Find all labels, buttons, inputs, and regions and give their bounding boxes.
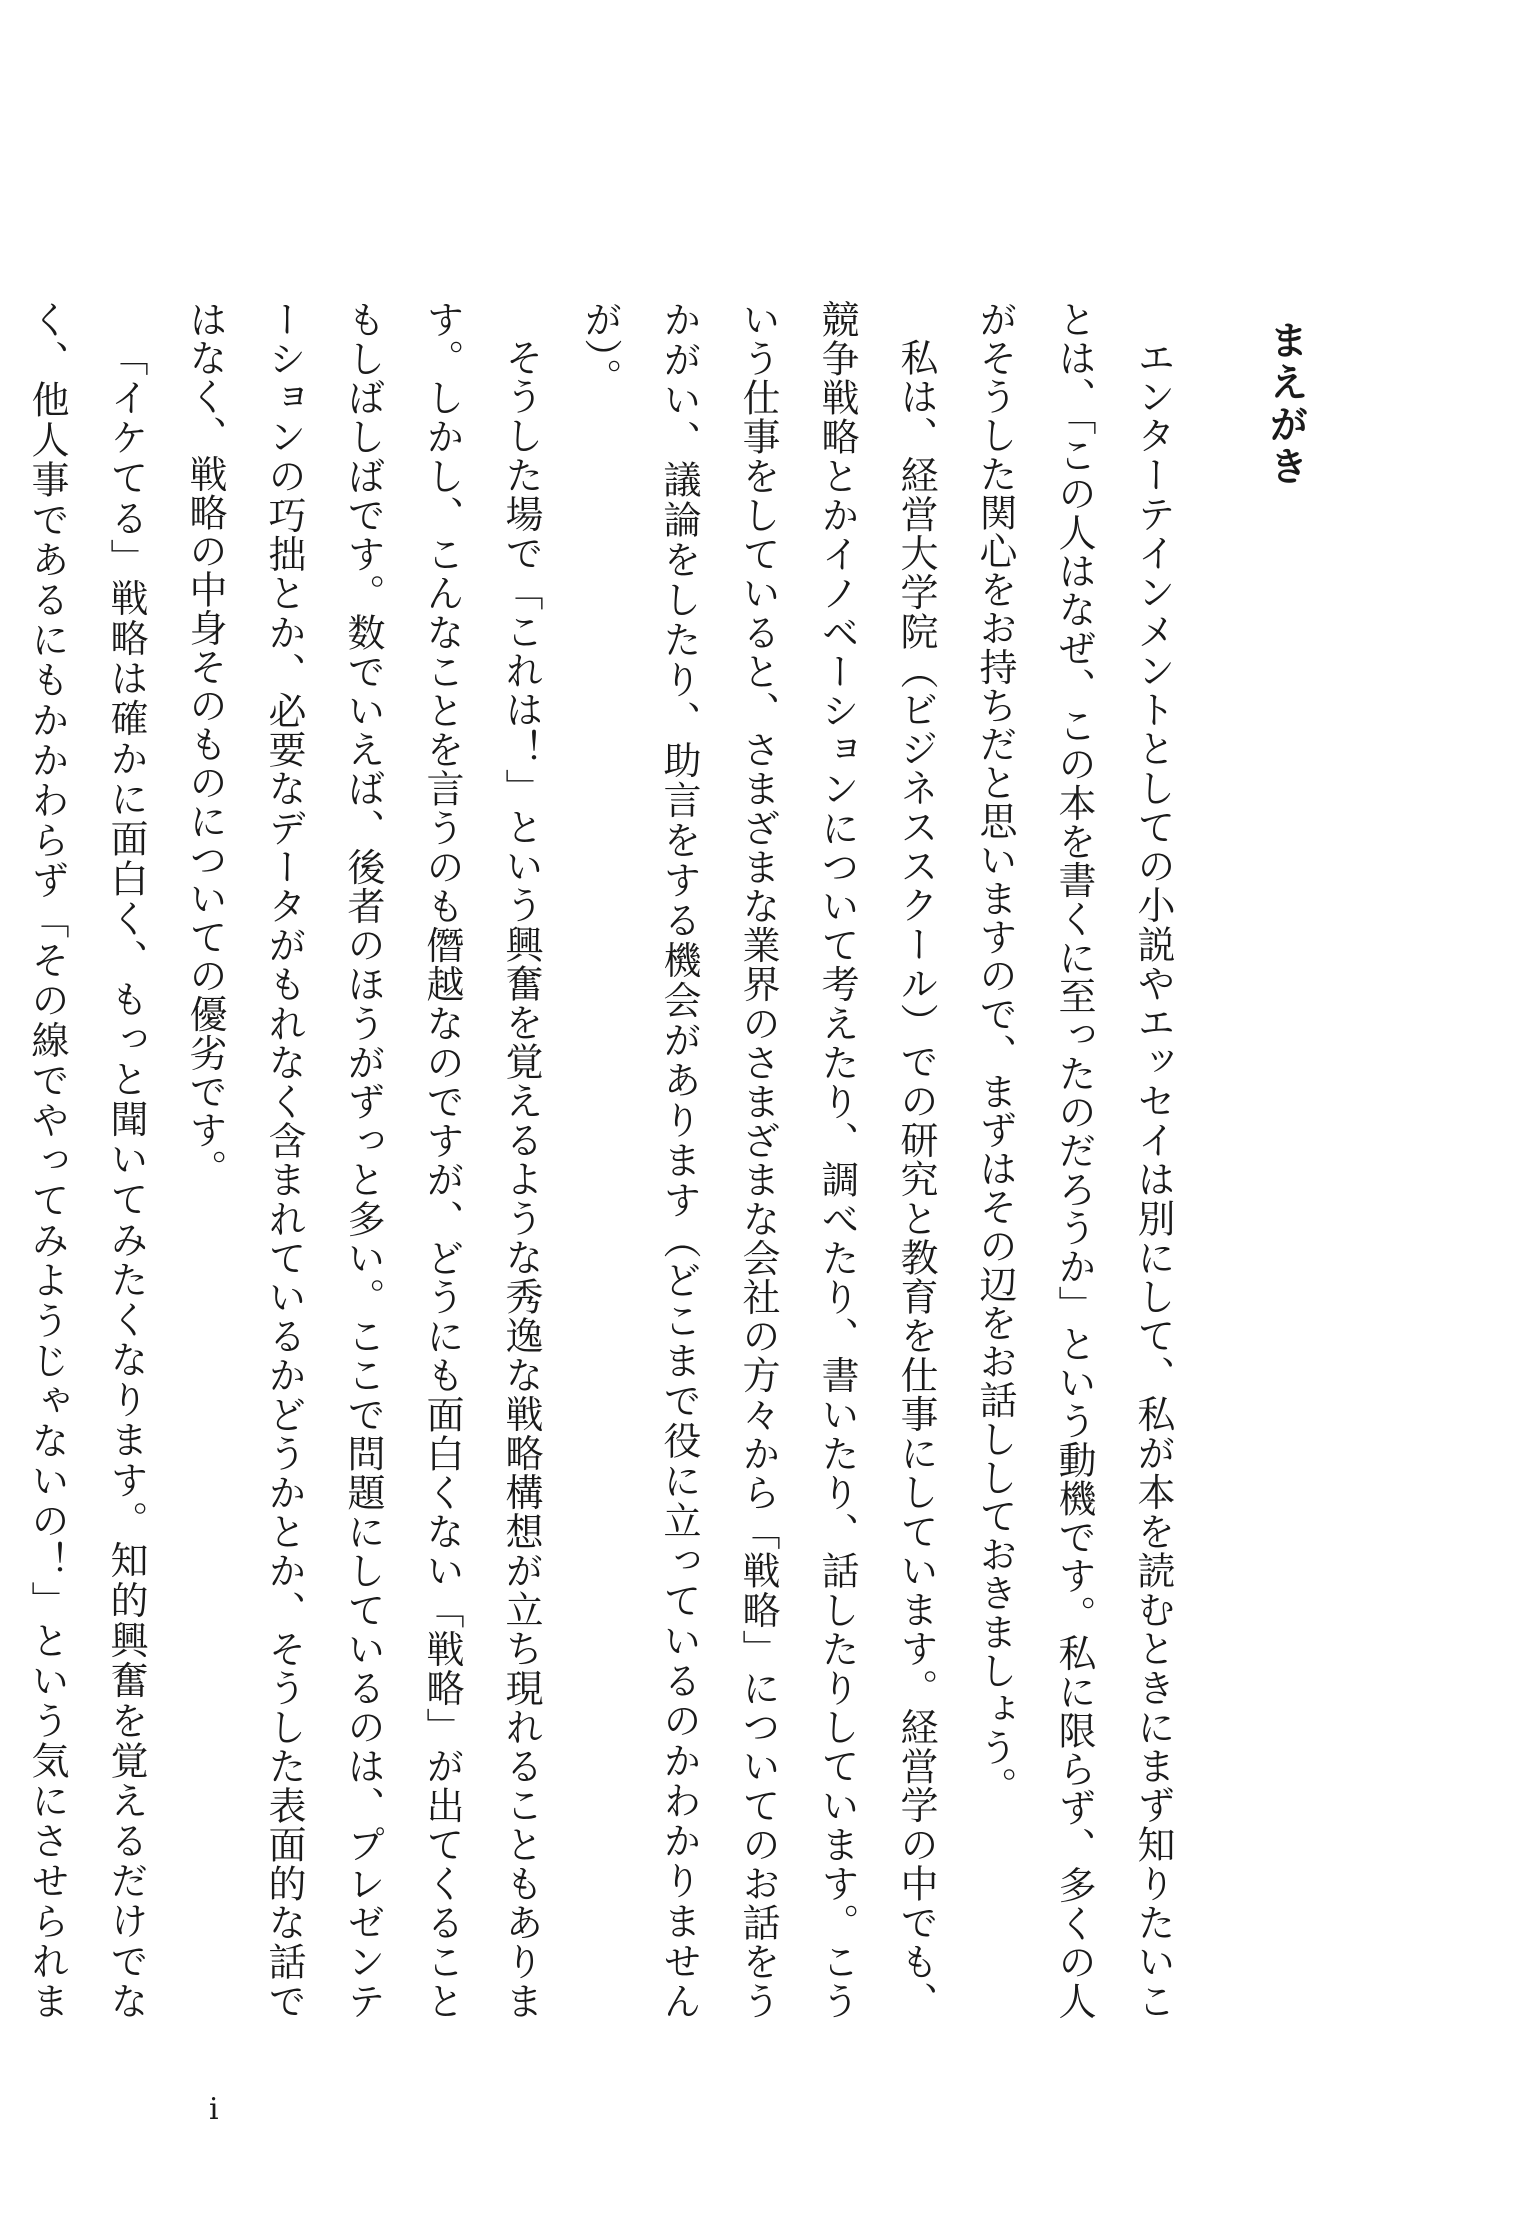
page-number: i: [209, 2092, 219, 2127]
paragraph: 「イケてる」戦略は確かに面白く、もっと聞いてみたくなります。知的興奮を覚えるだけでなく、他人事であるにもかかわらず「その線でやってみようじゃないの！」という気にさせられま: [25, 300, 148, 2020]
paragraph: そうした場で「これは！」という興奮を覚えるような秀逸な戦略構想が立ち現れることもあります。しかし、こんなことを言うのも僭越なのですが、どうにも面白くない「戦略」が出てくることもしばしばです。数でいえば、後者のほうがずっと多い。ここで問題にしているのは、プレゼンテーションの巧拙とか、必要なデータがもれなく含まれているかどうかとか、そうした表面的な話ではなく、戦略の中身そのものについての優劣です。: [183, 300, 543, 2020]
page-title: まえがき: [1263, 320, 1309, 488]
paragraph: エンターテインメントとしての小説やエッセイは別にして、私が本を読むときにまず知りたいことは、「この人はなぜ、この本を書くに至ったのだろうか」という動機です。私に限らず、多くの人がそうした関心をお持ちだと思いますので、まずはその辺をお話ししておきましょう。: [973, 300, 1175, 2020]
paragraph: 私は、経営大学院（ビジネススクール）での研究と教育を仕事にしています。経営学の中でも、競争戦略とかイノベーションについて考えたり、調べたり、書いたり、話したりしています。こういう仕事をしていると、さまざまな業界のさまざまな会社の方々から「戦略」についてのお話をうかがい、議論をしたり、助言をする機会があります（どこまで役に立っているのかわかりませんが）。: [578, 300, 938, 2020]
vertical-text-body: [25, 300, 1325, 2020]
